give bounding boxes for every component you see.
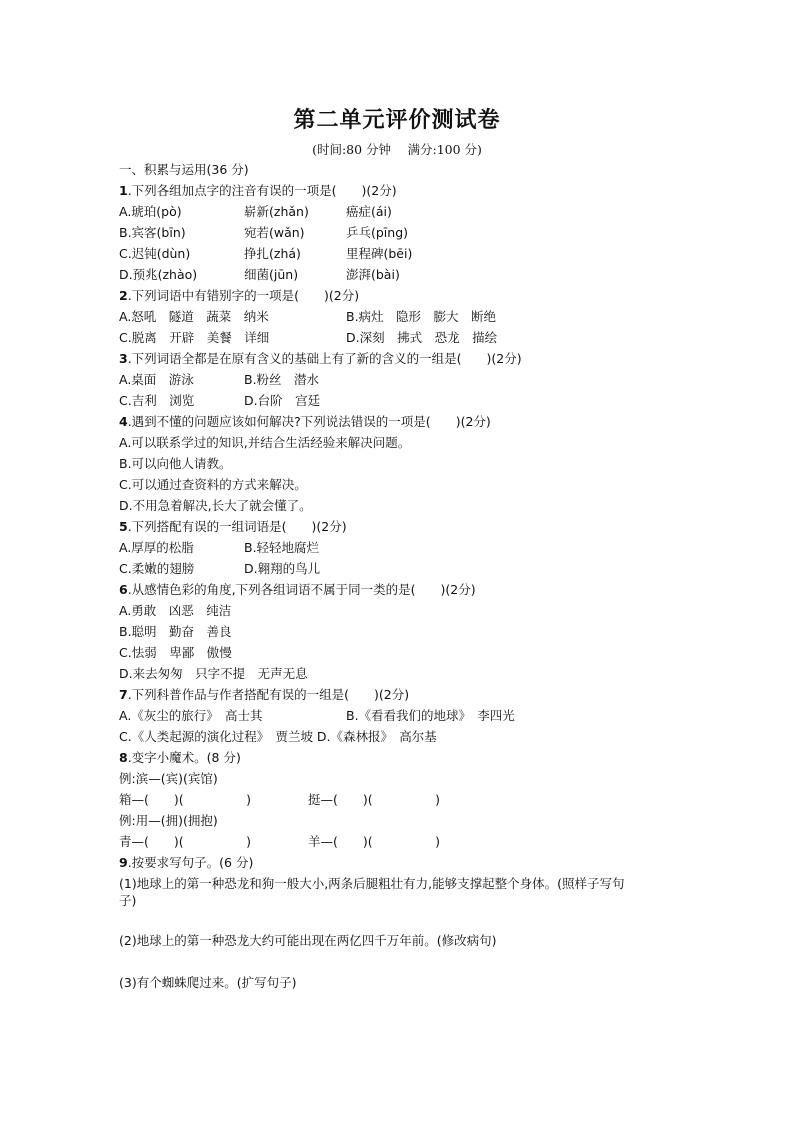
q7-option-cd: C.《人类起源的演化过程》 贾兰坡 D.《森林报》 高尔基 [119, 729, 437, 744]
q9-sentence-1-cont: 子) [119, 893, 137, 908]
q6-option-d: D.来去匆匆 只字不提 无声无息 [119, 666, 308, 681]
page-title: 第二单元评价测试卷 [293, 107, 501, 133]
q4-option-b: B.可以向他人请教。 [119, 456, 232, 471]
q1-option: 崭新(zhǎn) [244, 204, 309, 219]
q1-option: 里程碑(bēi) [346, 246, 413, 261]
q1-option: 癌症(ái) [346, 204, 392, 219]
q1-option: C.迟钝(dùn) [119, 246, 191, 261]
q3-option-c: C.吉利 浏览 [119, 393, 195, 408]
q7-option-b: B.《看看我们的地球》 李四光 [346, 708, 515, 723]
q6-option-b: B.聪明 勤奋 善良 [119, 624, 232, 639]
q8-blank: 箱—( )( ) [119, 792, 252, 807]
q4-option-d: D.不用急着解决,长大了就会懂了。 [119, 498, 312, 513]
question-number: 6 [119, 582, 128, 597]
q6-option-c: C.怯弱 卑鄙 傲慢 [119, 645, 232, 660]
question-text: .下列词语中有错别字的一项是( )(2分) [127, 288, 360, 303]
q2-option-a: A.怒吼 隧道 蔬菜 纳米 [119, 309, 269, 324]
question-1 [119, 183, 397, 199]
q2-option-c: C.脱离 开辟 美餐 详细 [119, 330, 270, 345]
question-6 [119, 582, 476, 598]
q1-option: D.预兆(zhào) [119, 267, 198, 282]
q1-option: 挣扎(zhá) [244, 246, 301, 261]
question-4 [119, 414, 491, 430]
question-8 [119, 750, 241, 766]
q1-option: A.琥珀(pò) [119, 204, 182, 219]
question-text: .下列科普作品与作者搭配有误的一组是( )(2分) [127, 687, 410, 702]
question-number: 3 [119, 351, 128, 366]
question-text: .按要求写句子。(6 分) [127, 855, 254, 870]
page-subtitle: (时间:80 分钟 满分:100 分) [312, 142, 482, 157]
q4-option-a: A.可以联系学过的知识,并结合生活经验来解决问题。 [119, 435, 411, 450]
question-2 [119, 288, 359, 304]
question-number: 9 [119, 855, 128, 870]
question-number: 1 [119, 183, 128, 198]
question-5 [119, 519, 347, 535]
question-9 [119, 855, 253, 871]
q4-option-c: C.可以通过查资料的方式来解决。 [119, 477, 307, 492]
q7-option-a: A.《灰尘的旅行》 高士其 [119, 708, 263, 723]
question-7 [119, 687, 409, 703]
q5-option-b: B.轻轻地腐烂 [244, 540, 320, 555]
q3-option-d: D.台阶 宫廷 [244, 393, 321, 408]
question-text: .下列搭配有误的一组词语是( )(2分) [127, 519, 347, 534]
section-heading: 一、积累与运用(36 分) [119, 162, 249, 177]
question-text: .遇到不懂的问题应该如何解决?下列说法错误的一项是( )(2分) [127, 414, 491, 429]
q3-option-a: A.桌面 游泳 [119, 372, 194, 387]
q1-option: B.宾客(bīn) [119, 225, 186, 240]
question-number: 5 [119, 519, 128, 534]
question-text: .变字小魔术。(8 分) [127, 750, 241, 765]
q9-sentence-3: (3)有个蜘蛛爬过来。(扩写句子) [119, 975, 297, 990]
q2-option-d: D.深刻 拂式 恐龙 描绘 [346, 330, 498, 345]
q8-example-1: 例:滨—(宾)(宾馆) [119, 771, 218, 786]
q8-blank: 青—( )( ) [119, 834, 252, 849]
q5-option-d: D.翱翔的鸟儿 [244, 561, 321, 576]
q1-option: 乒乓(pīng) [346, 225, 409, 240]
q1-option: 细菌(jūn) [244, 267, 299, 282]
question-number: 8 [119, 750, 128, 765]
question-number: 2 [119, 288, 128, 303]
question-text: .下列词语全都是在原有含义的基础上有了新的含义的一组是( )(2分) [127, 351, 522, 366]
q8-example-2: 例:用—(拥)(拥抱) [119, 813, 218, 828]
q6-option-a: A.勇敢 凶恶 纯洁 [119, 603, 232, 618]
q5-option-c: C.柔嫩的翅膀 [119, 561, 195, 576]
question-text: .下列各组加点字的注音有误的一项是( )(2分) [127, 183, 397, 198]
question-text: .从感情色彩的角度,下列各组词语不属于同一类的是( )(2分) [127, 582, 476, 597]
q3-option-b: B.粉丝 潜水 [244, 372, 320, 387]
q9-sentence-2: (2)地球上的第一种恐龙大约可能出现在两亿四千万年前。(修改病句) [119, 933, 497, 948]
question-number: 7 [119, 687, 128, 702]
question-3 [119, 351, 522, 367]
q5-option-a: A.厚厚的松脂 [119, 540, 194, 555]
q8-blank: 挺—( )( ) [308, 792, 441, 807]
q8-blank: 羊—( )( ) [308, 834, 441, 849]
q1-option: 宛若(wǎn) [244, 225, 305, 240]
q1-option: 澎湃(bài) [346, 267, 400, 282]
q2-option-b: B.病灶 隐形 膨大 断绝 [346, 309, 497, 324]
question-number: 4 [119, 414, 128, 429]
q9-sentence-1: (1)地球上的第一种恐龙和狗一般大小,两条后腿粗壮有力,能够支撑起整个身体。(照样子写句 [119, 876, 625, 891]
